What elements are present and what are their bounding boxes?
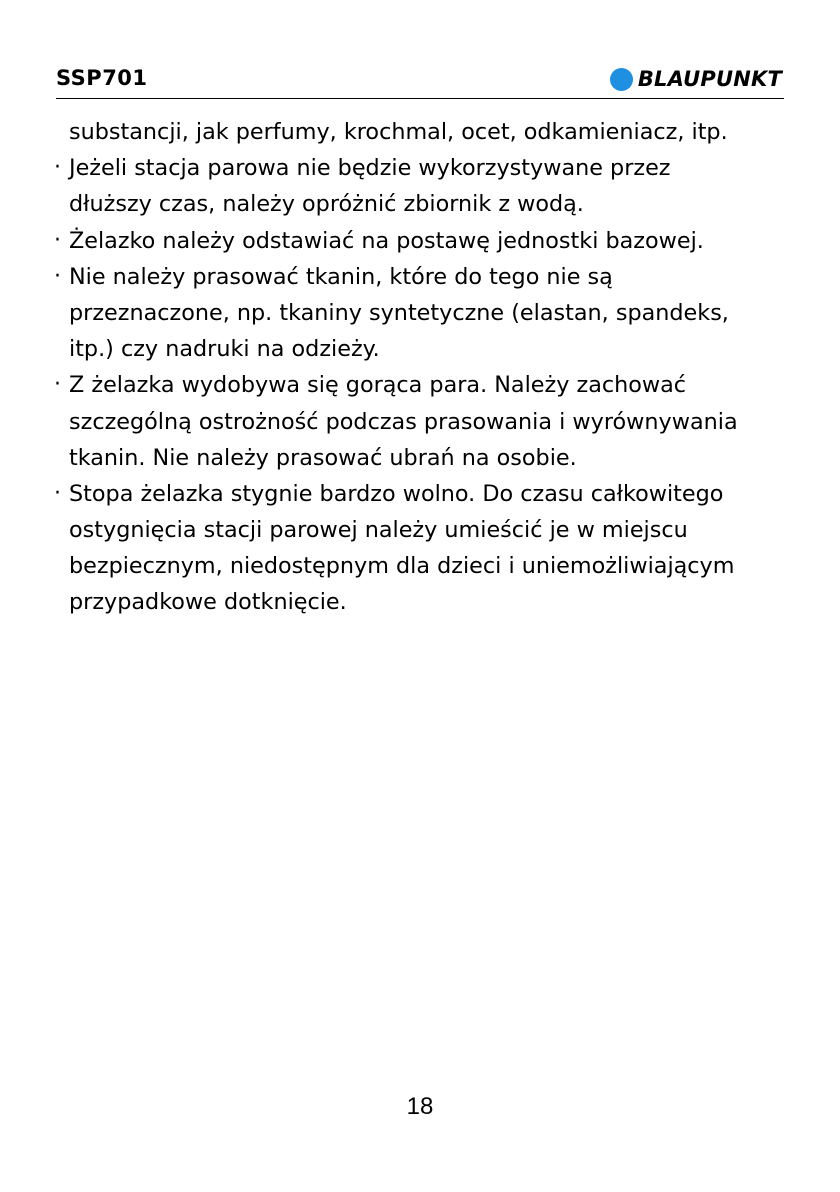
line-text: tkanin. Nie należy prasować ubrań na osobie. <box>69 444 577 471</box>
line-text: itp.) czy nadruki na odzieży. <box>69 336 380 363</box>
line-text: Nie należy prasować tkanin, które do tego nie są <box>69 263 613 290</box>
line-text: przeznaczone, np. tkaniny syntetyczne (elastan, spandeks, <box>69 299 729 326</box>
text-line <box>52 440 792 476</box>
brand-logo <box>610 67 782 91</box>
page-number: 18 <box>406 1093 434 1120</box>
line-text: dłuższy czas, należy opróżnić zbiornik z wodą. <box>69 191 584 218</box>
text-line <box>52 186 792 222</box>
text-line <box>52 404 792 440</box>
bullet-line <box>52 259 792 295</box>
instruction-text <box>52 114 792 621</box>
line-text: Żelazko należy odstawiać na postawę jednostki bazowej. <box>69 227 704 254</box>
bullet-icon: · <box>54 155 61 181</box>
line-text: bezpiecznym, niedostępnym dla dzieci i uniemożliwiającym <box>69 553 735 580</box>
bullet-icon: · <box>54 480 61 506</box>
line-text: Stopa żelazka stygnie bardzo wolno. Do czasu całkowitego <box>69 480 724 507</box>
bullet-line <box>52 150 792 186</box>
logo-dot-icon <box>610 68 633 91</box>
text-line <box>52 512 792 548</box>
text-line <box>52 584 792 620</box>
text-line <box>52 331 792 367</box>
text-line <box>52 114 792 150</box>
bullet-line <box>52 476 792 512</box>
line-text: Jeżeli stacja parowa nie będzie wykorzystywane przez <box>69 155 671 182</box>
bullet-icon: · <box>54 372 61 398</box>
line-text: Z żelazka wydobywa się gorąca para. Należy zachować <box>69 372 687 399</box>
bullet-icon: · <box>54 263 61 289</box>
bullet-icon: · <box>54 227 61 253</box>
text-line <box>52 295 792 331</box>
page-header <box>56 62 784 99</box>
brand-name: BLAUPUNKT <box>637 67 782 91</box>
line-text: substancji, jak perfumy, krochmal, ocet, odkamieniacz, itp. <box>69 119 728 145</box>
bullet-line <box>52 367 792 403</box>
line-text: przypadkowe dotknięcie. <box>69 589 347 616</box>
model-number: SSP701 <box>56 66 148 90</box>
bullet-line <box>52 223 792 259</box>
line-text: szczególną ostrożność podczas prasowania i wyrównywania <box>69 408 738 435</box>
text-line <box>52 548 792 584</box>
line-text: ostygnięcia stacji parowej należy umieścić je w miejscu <box>69 517 688 544</box>
